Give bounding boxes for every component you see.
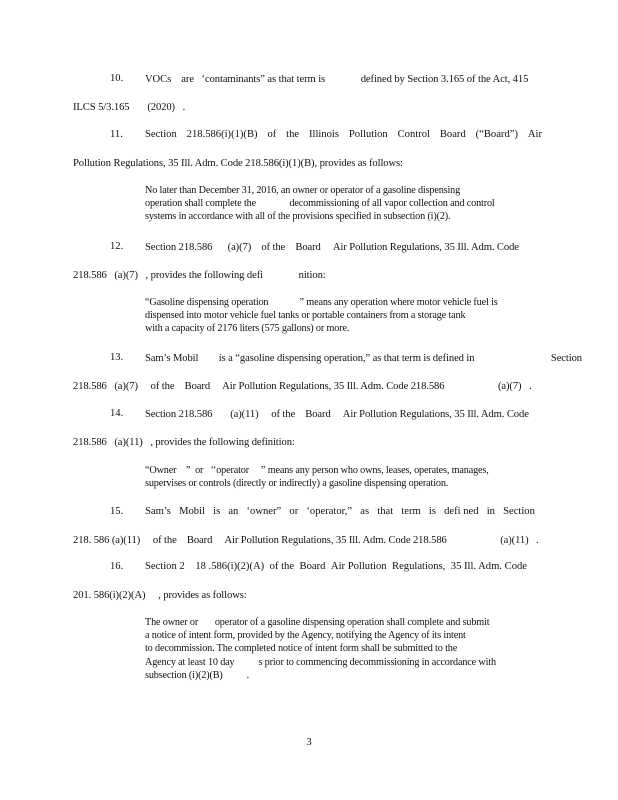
word: ‘operator,” xyxy=(306,506,353,517)
word: of xyxy=(267,129,277,140)
word: is xyxy=(428,506,436,517)
word: Section xyxy=(145,129,177,140)
word: term xyxy=(401,506,421,517)
word: Illinois xyxy=(308,129,339,140)
word: is xyxy=(213,506,221,517)
word: Board xyxy=(439,129,466,140)
word: the xyxy=(286,129,300,140)
word: in xyxy=(486,506,495,517)
word: Sam’s xyxy=(145,506,171,517)
word: Board xyxy=(299,561,326,572)
paragraph-number: 14. xyxy=(110,408,124,419)
word: Regulations, xyxy=(392,561,446,572)
word: Section 2 18 .586(i)(2)(A) xyxy=(145,561,265,572)
paragraph-text-justified xyxy=(145,506,535,517)
paragraph-text: 218.586 (a)(11) , provides the following definition: xyxy=(73,437,295,448)
word: (“Board”) xyxy=(475,129,518,140)
paragraph-number: 12. xyxy=(110,241,124,252)
paragraph-text: Pollution Regulations, 35 Ill. Adm. Code 218.586(i)(1)(B), provides as follows: xyxy=(73,158,403,169)
word: Control xyxy=(397,129,430,140)
word: as xyxy=(360,506,370,517)
block-quote: The owner or operator of a gasoline dispensing operation shall complete and submit a notice of intent form, provided by the Agency, notifying the Agency of its intent to decommission. The completed notice of intent form shall be submitted to the Agency at least 10 day s prior to commencing decommissioning in accordance with subsection (i)(2)(B) . xyxy=(145,617,496,681)
paragraph-text: 218.586 (a)(7) of the Board Air Pollution Regulations, 35 Ill. Adm. Code 218.586 (a)(7) . xyxy=(73,381,532,392)
paragraph-text: Sam’s Mobil is a “gasoline dispensing operation,” as that term is defined in Section xyxy=(145,353,582,364)
word: Air Pollution xyxy=(330,561,387,572)
paragraph-text: 201. 586(i)(2)(A) , provides as follows: xyxy=(73,590,247,601)
paragraph-number: 15. xyxy=(110,506,124,517)
page-number: 3 xyxy=(306,737,312,748)
word: that xyxy=(377,506,394,517)
paragraph-text: Section 218.586 (a)(11) of the Board Air Pollution Regulations, 35 Ill. Adm. Code xyxy=(145,409,529,420)
paragraph-number: 16. xyxy=(110,561,124,572)
block-quote: “Owner ” or ‘‘operator ” means any person who owns, leases, operates, manages, supervises or controls (directly or indirectly) a gasoline dispensing operation. xyxy=(145,465,489,490)
paragraph-number: 10. xyxy=(110,73,124,84)
paragraph-number: 11. xyxy=(110,129,123,140)
word: ‘owner” xyxy=(246,506,282,517)
word: Pollution xyxy=(348,129,388,140)
block-quote: No later than December 31, 2016, an owner or operator of a gasoline dispensing operation shall complete the decommissioning of all vapor collection and control systems in accordance with all of the provisions specified in subsection (i)(2). xyxy=(145,185,495,223)
block-quote: “Gasoline dispensing operation ” means any operation where motor vehicle fuel is dispensed into motor vehicle fuel tanks or portable containers from a storage tank with a capacity of 2176 liters (575 gallons) or more. xyxy=(145,297,498,335)
word: an xyxy=(228,506,239,517)
paragraph-text: VOCs are ‘contaminants” as that term is defined by Section 3.165 of the Act, 415 xyxy=(145,74,529,85)
paragraph-text: 218.586 (a)(7) , provides the following defi nition: xyxy=(73,270,326,281)
word: Mobil xyxy=(179,506,205,517)
paragraph-text: 218. 586 (a)(11) of the Board Air Pollution Regulations, 35 Ill. Adm. Code 218.586 (a)(11) . xyxy=(73,535,539,546)
paragraph-number: 13. xyxy=(110,352,124,363)
word: Air xyxy=(527,129,542,140)
word: 218.586(i)(1)(B) xyxy=(186,129,258,140)
paragraph-text: ILCS 5/3.165 (2020) . xyxy=(73,102,186,113)
word: 35 Ill. Adm. Code xyxy=(450,561,527,572)
word: Section xyxy=(503,506,535,517)
word: defi ned xyxy=(444,506,479,517)
paragraph-text-justified xyxy=(145,129,542,140)
word: of the xyxy=(269,561,295,572)
paragraph-text: Section 218.586 (a)(7) of the Board Air Pollution Regulations, 35 Ill. Adm. Code xyxy=(145,242,519,253)
paragraph-text-justified xyxy=(145,561,527,572)
word: or xyxy=(289,506,299,517)
